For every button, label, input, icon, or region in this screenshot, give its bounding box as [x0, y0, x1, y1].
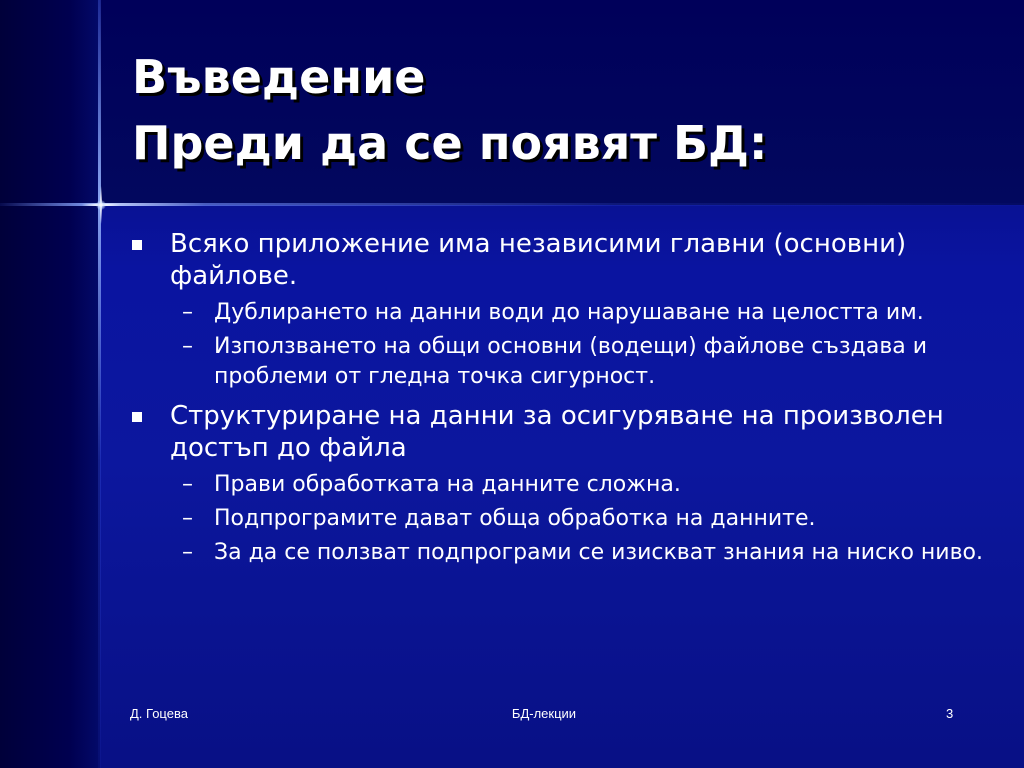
sub-bullet-list [170, 470, 990, 568]
footer-page-number: 3 [946, 706, 954, 721]
footer-course-label: БД-лекции [511, 706, 577, 721]
sub-bullet-item [170, 298, 990, 328]
footer-author: Д. Гоцева [130, 706, 188, 721]
dash-bullet-icon: – [182, 540, 193, 565]
sparkle-core [96, 200, 106, 210]
dash-bullet-icon: – [182, 472, 193, 497]
square-bullet-icon [132, 240, 142, 250]
footer-course [0, 706, 1024, 722]
vertical-glow-line [98, 0, 101, 768]
slide-title [132, 44, 992, 176]
bullet-text: Всяко приложение има независими главни (основни) файлове. [170, 229, 907, 291]
sub-bullet-text: Дублирането на данни води до нарушаване на целостта им. [214, 300, 924, 325]
sub-bullet-item [170, 470, 990, 500]
slide-title-line-2: Преди да се появят БД: [132, 116, 768, 170]
slide-title-line-1: Въведение [132, 50, 426, 104]
sub-bullet-item [170, 538, 990, 568]
sparkle-icon [82, 186, 120, 224]
dash-bullet-icon: – [182, 300, 193, 325]
horizontal-glow-line [0, 203, 1024, 206]
dash-bullet-icon: – [182, 334, 193, 359]
square-bullet-icon [132, 412, 142, 422]
bullet-text: Структуриране на данни за осигуряване на произволен достъп до файла [170, 401, 944, 463]
bullet-list [130, 228, 990, 576]
sub-bullet-item [170, 504, 990, 534]
sub-bullet-text: Подпрограмите дават обща обработка на данните. [214, 506, 816, 531]
sub-bullet-text: Използването на общи основни (водещи) файлове създава и проблеми от гледна точка сигурност. [214, 334, 928, 389]
sub-bullet-text: За да се ползват подпрограми се изискват знания на ниско ниво. [214, 540, 984, 565]
sub-bullet-list [170, 298, 990, 392]
sub-bullet-text: Прави обработката на данните сложна. [214, 472, 681, 497]
bullet-item [130, 400, 990, 568]
dash-bullet-icon: – [182, 506, 193, 531]
sub-bullet-item [170, 332, 990, 392]
left-decor-band [0, 0, 100, 768]
bullet-item [130, 228, 990, 392]
